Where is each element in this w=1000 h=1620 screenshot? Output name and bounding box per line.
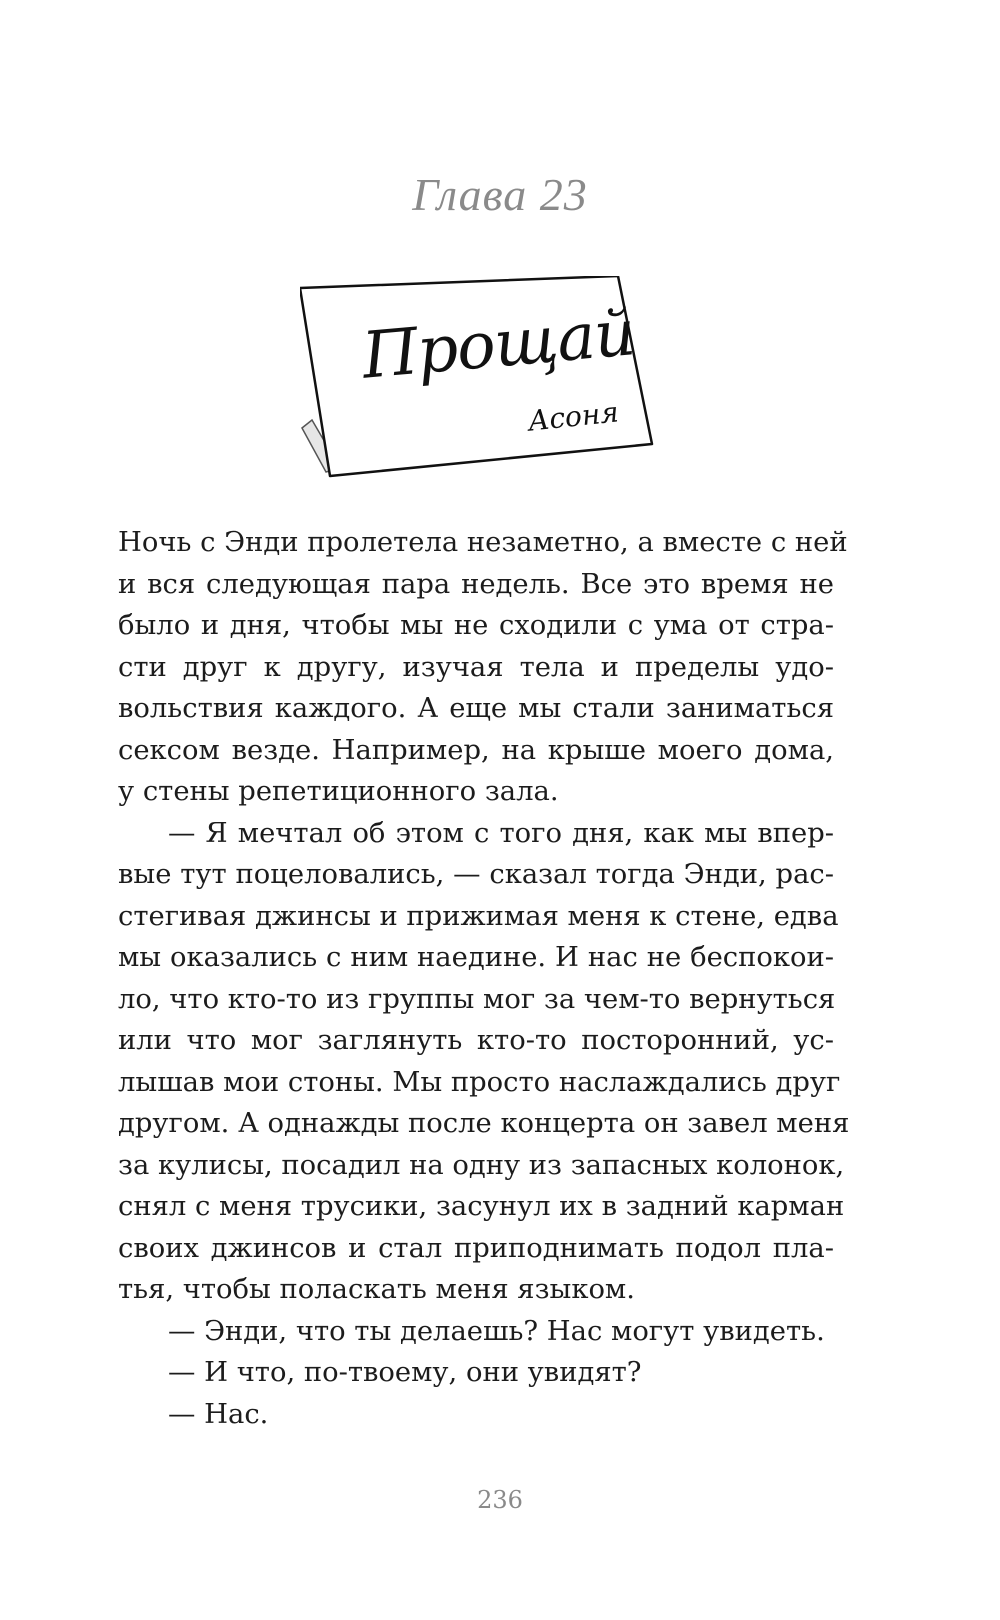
text-line: вые тут поцеловались, — сказал тогда Энди, рас- (118, 859, 834, 890)
text-line: — И что, по-твоему, они увидят? (168, 1357, 642, 1388)
text-line: лышав мои стоны. Мы просто наслаждались друг (118, 1066, 841, 1098)
text-line: другом. А однажды после концерта он завел меня (118, 1108, 850, 1139)
text-line: Ночь с Энди пролетела незаметно, а вместе с ней (118, 527, 848, 558)
text-line: или что мог заглянуть кто-то посторонний, ус- (118, 1025, 834, 1056)
text-line: сексом везде. Например, на крыше моего дома, (118, 734, 834, 766)
text-line: тья, чтобы поласкать меня языком. (118, 1274, 635, 1305)
text-line: и вся следующая пара недель. Все это время не (118, 568, 834, 600)
text-line: стегивая джинсы и прижимая меня к стене, едва (118, 900, 839, 932)
text-line: — Энди, что ты делаешь? Нас могут увидеть. (168, 1315, 825, 1347)
text-line: ло, что кто-то из группы мог за чем-то вернуться (118, 983, 836, 1015)
card-heading: Прощай (359, 296, 638, 394)
farewell-card (300, 276, 680, 516)
text-line: — Нас. (168, 1398, 269, 1430)
text-line: было и дня, чтобы мы не сходили с ума от стра- (118, 610, 834, 641)
card-signature: Асоня (526, 395, 621, 438)
text-line: за кулисы, посадил на одну из запасных колонок, (118, 1149, 845, 1181)
text-line: своих джинсов и стал приподнимать подол пла- (118, 1232, 834, 1264)
chapter-title: Глава 23 (412, 169, 588, 220)
page-number: 236 (477, 1486, 523, 1514)
text-line: снял с меня трусики, засунул их в задний карман (118, 1191, 845, 1222)
chapter-text (118, 522, 850, 1435)
text-line: — Я мечтал об этом с того дня, как мы впер- (168, 817, 834, 849)
text-line: у стены репетиционного зала. (118, 776, 559, 807)
text-line: вольствия каждого. А еще мы стали заниматься (118, 693, 834, 724)
text-line: мы оказались с ним наедине. И нас не беспокои- (118, 942, 834, 973)
text-line: сти друг к другу, изучая тела и пределы удо- (118, 651, 834, 683)
